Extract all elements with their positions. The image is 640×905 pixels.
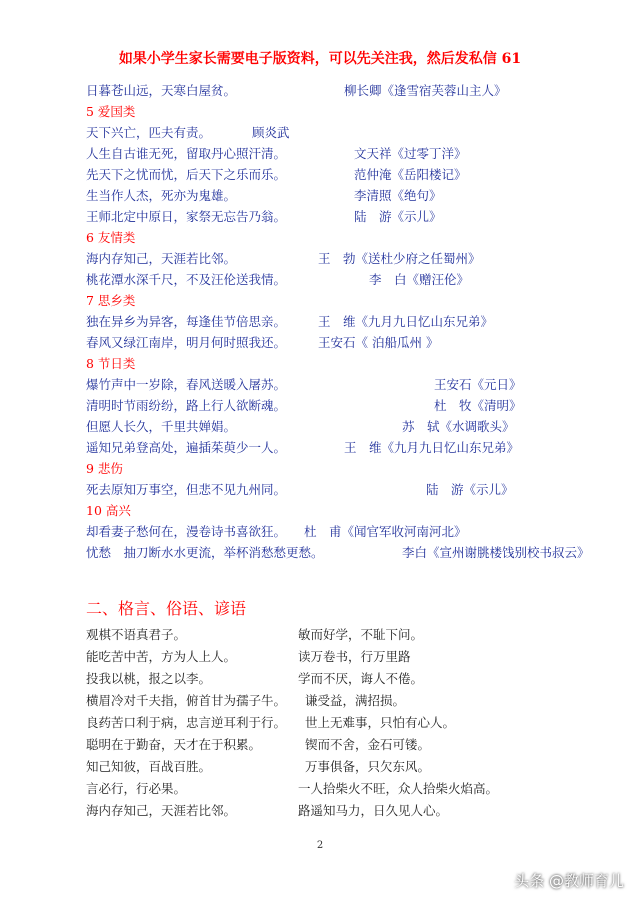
quote-text: 忧愁 抽刀断水水更流，举杯消愁愁更愁。 <box>86 545 324 560</box>
quote-line <box>86 208 442 226</box>
proverb-right: 谦受益，满招损。 <box>305 693 406 708</box>
quote-source: 文天祥《过零丁洋》 <box>354 146 467 161</box>
quote-line <box>86 82 507 100</box>
watermark: 头条 @教师育儿 <box>514 872 624 890</box>
quote-line <box>86 439 520 457</box>
quote-text: 爆竹声中一岁除，春风送暖入屠苏。 <box>86 377 287 392</box>
quote-source: 杜 甫《闻官军收河南河北》 <box>304 524 467 539</box>
quote-source: 王 勃《送杜少府之任蜀州》 <box>318 251 481 266</box>
quote-text: 遥知兄弟登高处，遍插茱萸少一人。 <box>86 440 287 455</box>
quote-text: 海内存知己，天涯若比邻。 <box>86 251 237 266</box>
proverb-right: 万事俱备，只欠东风。 <box>305 759 431 774</box>
quote-source: 范仲淹《岳阳楼记》 <box>354 167 467 182</box>
proverb-left: 言必行，行必果。 <box>86 781 187 796</box>
proverb-left: 横眉冷对千夫指，俯首甘为孺子牛。 <box>86 693 287 708</box>
quote-source: 李清照《绝句》 <box>354 188 442 203</box>
proverb-left: 海内存知己，天涯若比邻。 <box>86 803 237 818</box>
quote-source: 李 白《赠汪伦》 <box>369 272 470 287</box>
category-heading: 5 爱国类 <box>86 104 136 119</box>
proverb-right: 路遥知马力，日久见人心。 <box>298 803 449 818</box>
page-number: 2 <box>316 840 324 851</box>
quote-source: 杜 牧《清明》 <box>434 398 522 413</box>
quote-line <box>86 145 467 163</box>
quote-source: 陆 游《示儿》 <box>426 482 514 497</box>
quote-text: 独在异乡为异客，每逢佳节倍思亲。 <box>86 314 287 329</box>
quote-line <box>86 166 467 184</box>
proverb-left: 良药苦口利于病，忠言逆耳利于行。 <box>86 715 287 730</box>
quote-text: 死去原知万事空，但悲不见九州同。 <box>86 482 287 497</box>
proverb-right: 敏而好学，不耻下问。 <box>298 627 424 642</box>
proverb-left: 能吃苦中苦，方为人上人。 <box>86 649 237 664</box>
proverb-left: 知己知彼，百战百胜。 <box>86 759 212 774</box>
quote-text: 桃花潭水深千尺，不及汪伦送我情。 <box>86 272 287 287</box>
quote-line <box>86 418 515 436</box>
quote-source: 柳长卿《逢雪宿芙蓉山主人》 <box>344 83 507 98</box>
quote-text: 日暮苍山远，天寒白屋贫。 <box>86 83 237 98</box>
quote-line <box>86 397 522 415</box>
category-heading: 8 节日类 <box>86 356 136 371</box>
quote-line <box>86 271 470 289</box>
quote-source: 苏 轼《水调歌头》 <box>402 419 515 434</box>
proverb-right: 锲而不舍，金石可镂。 <box>305 737 431 752</box>
quote-source: 李白《宣州谢朓楼饯别校书叔云》 <box>402 545 590 560</box>
section-heading: 二、格言、俗语、谚语 <box>86 599 247 618</box>
quote-line <box>86 523 467 541</box>
proverb-right: 学而不厌，诲人不倦。 <box>298 671 424 686</box>
category-heading: 6 友情类 <box>86 230 136 245</box>
category-heading: 7 思乡类 <box>86 293 136 308</box>
category-heading: 9 悲伤 <box>86 461 123 476</box>
promo-banner: 如果小学生家长需要电子版资料，可以先关注我，然后发私信 61 <box>118 51 522 67</box>
quote-source: 王安石《元日》 <box>434 377 522 392</box>
quote-source: 王 维《九月九日忆山东兄弟》 <box>344 440 520 455</box>
proverb-right: 世上无难事，只怕有心人。 <box>305 715 456 730</box>
quote-text: 人生自古谁无死，留取丹心照汗清。 <box>86 146 287 161</box>
quote-text: 天下兴亡，匹夫有责。 <box>86 125 212 140</box>
quote-line <box>86 124 290 142</box>
quote-source: 王 维《九月九日忆山东兄弟》 <box>318 314 494 329</box>
proverb-left: 投我以桃，报之以李。 <box>86 671 212 686</box>
quote-text: 春风又绿江南岸，明月何时照我还。 <box>86 335 287 350</box>
proverb-right: 一人拾柴火不旺，众人拾柴火焰高。 <box>298 781 499 796</box>
quote-line <box>86 187 442 205</box>
quote-text: 先天下之忧而忧，后天下之乐而乐。 <box>86 167 287 182</box>
quote-source: 顾炎武 <box>252 125 290 140</box>
quote-line <box>86 250 481 268</box>
quote-line <box>86 544 590 562</box>
quote-line <box>86 313 494 331</box>
quote-source: 王安石《 泊船瓜州 》 <box>318 335 439 350</box>
quote-text: 但愿人长久，千里共婵娟。 <box>86 419 237 434</box>
quote-line <box>86 376 522 394</box>
quote-text: 王师北定中原日，家祭无忘告乃翁。 <box>86 209 287 224</box>
quote-text: 清明时节雨纷纷，路上行人欲断魂。 <box>86 398 287 413</box>
proverb-left: 观棋不语真君子。 <box>86 627 187 642</box>
quote-text: 生当作人杰，死亦为鬼雄。 <box>86 188 237 203</box>
quote-text: 却看妻子愁何在，漫卷诗书喜欲狂。 <box>86 524 287 539</box>
quote-line <box>86 334 439 352</box>
quote-source: 陆 游《示儿》 <box>354 209 442 224</box>
proverb-right: 读万卷书，行万里路 <box>298 649 411 664</box>
quote-line <box>86 481 514 499</box>
category-heading: 10 高兴 <box>86 503 131 518</box>
proverb-left: 聪明在于勤奋，天才在于积累。 <box>86 737 262 752</box>
